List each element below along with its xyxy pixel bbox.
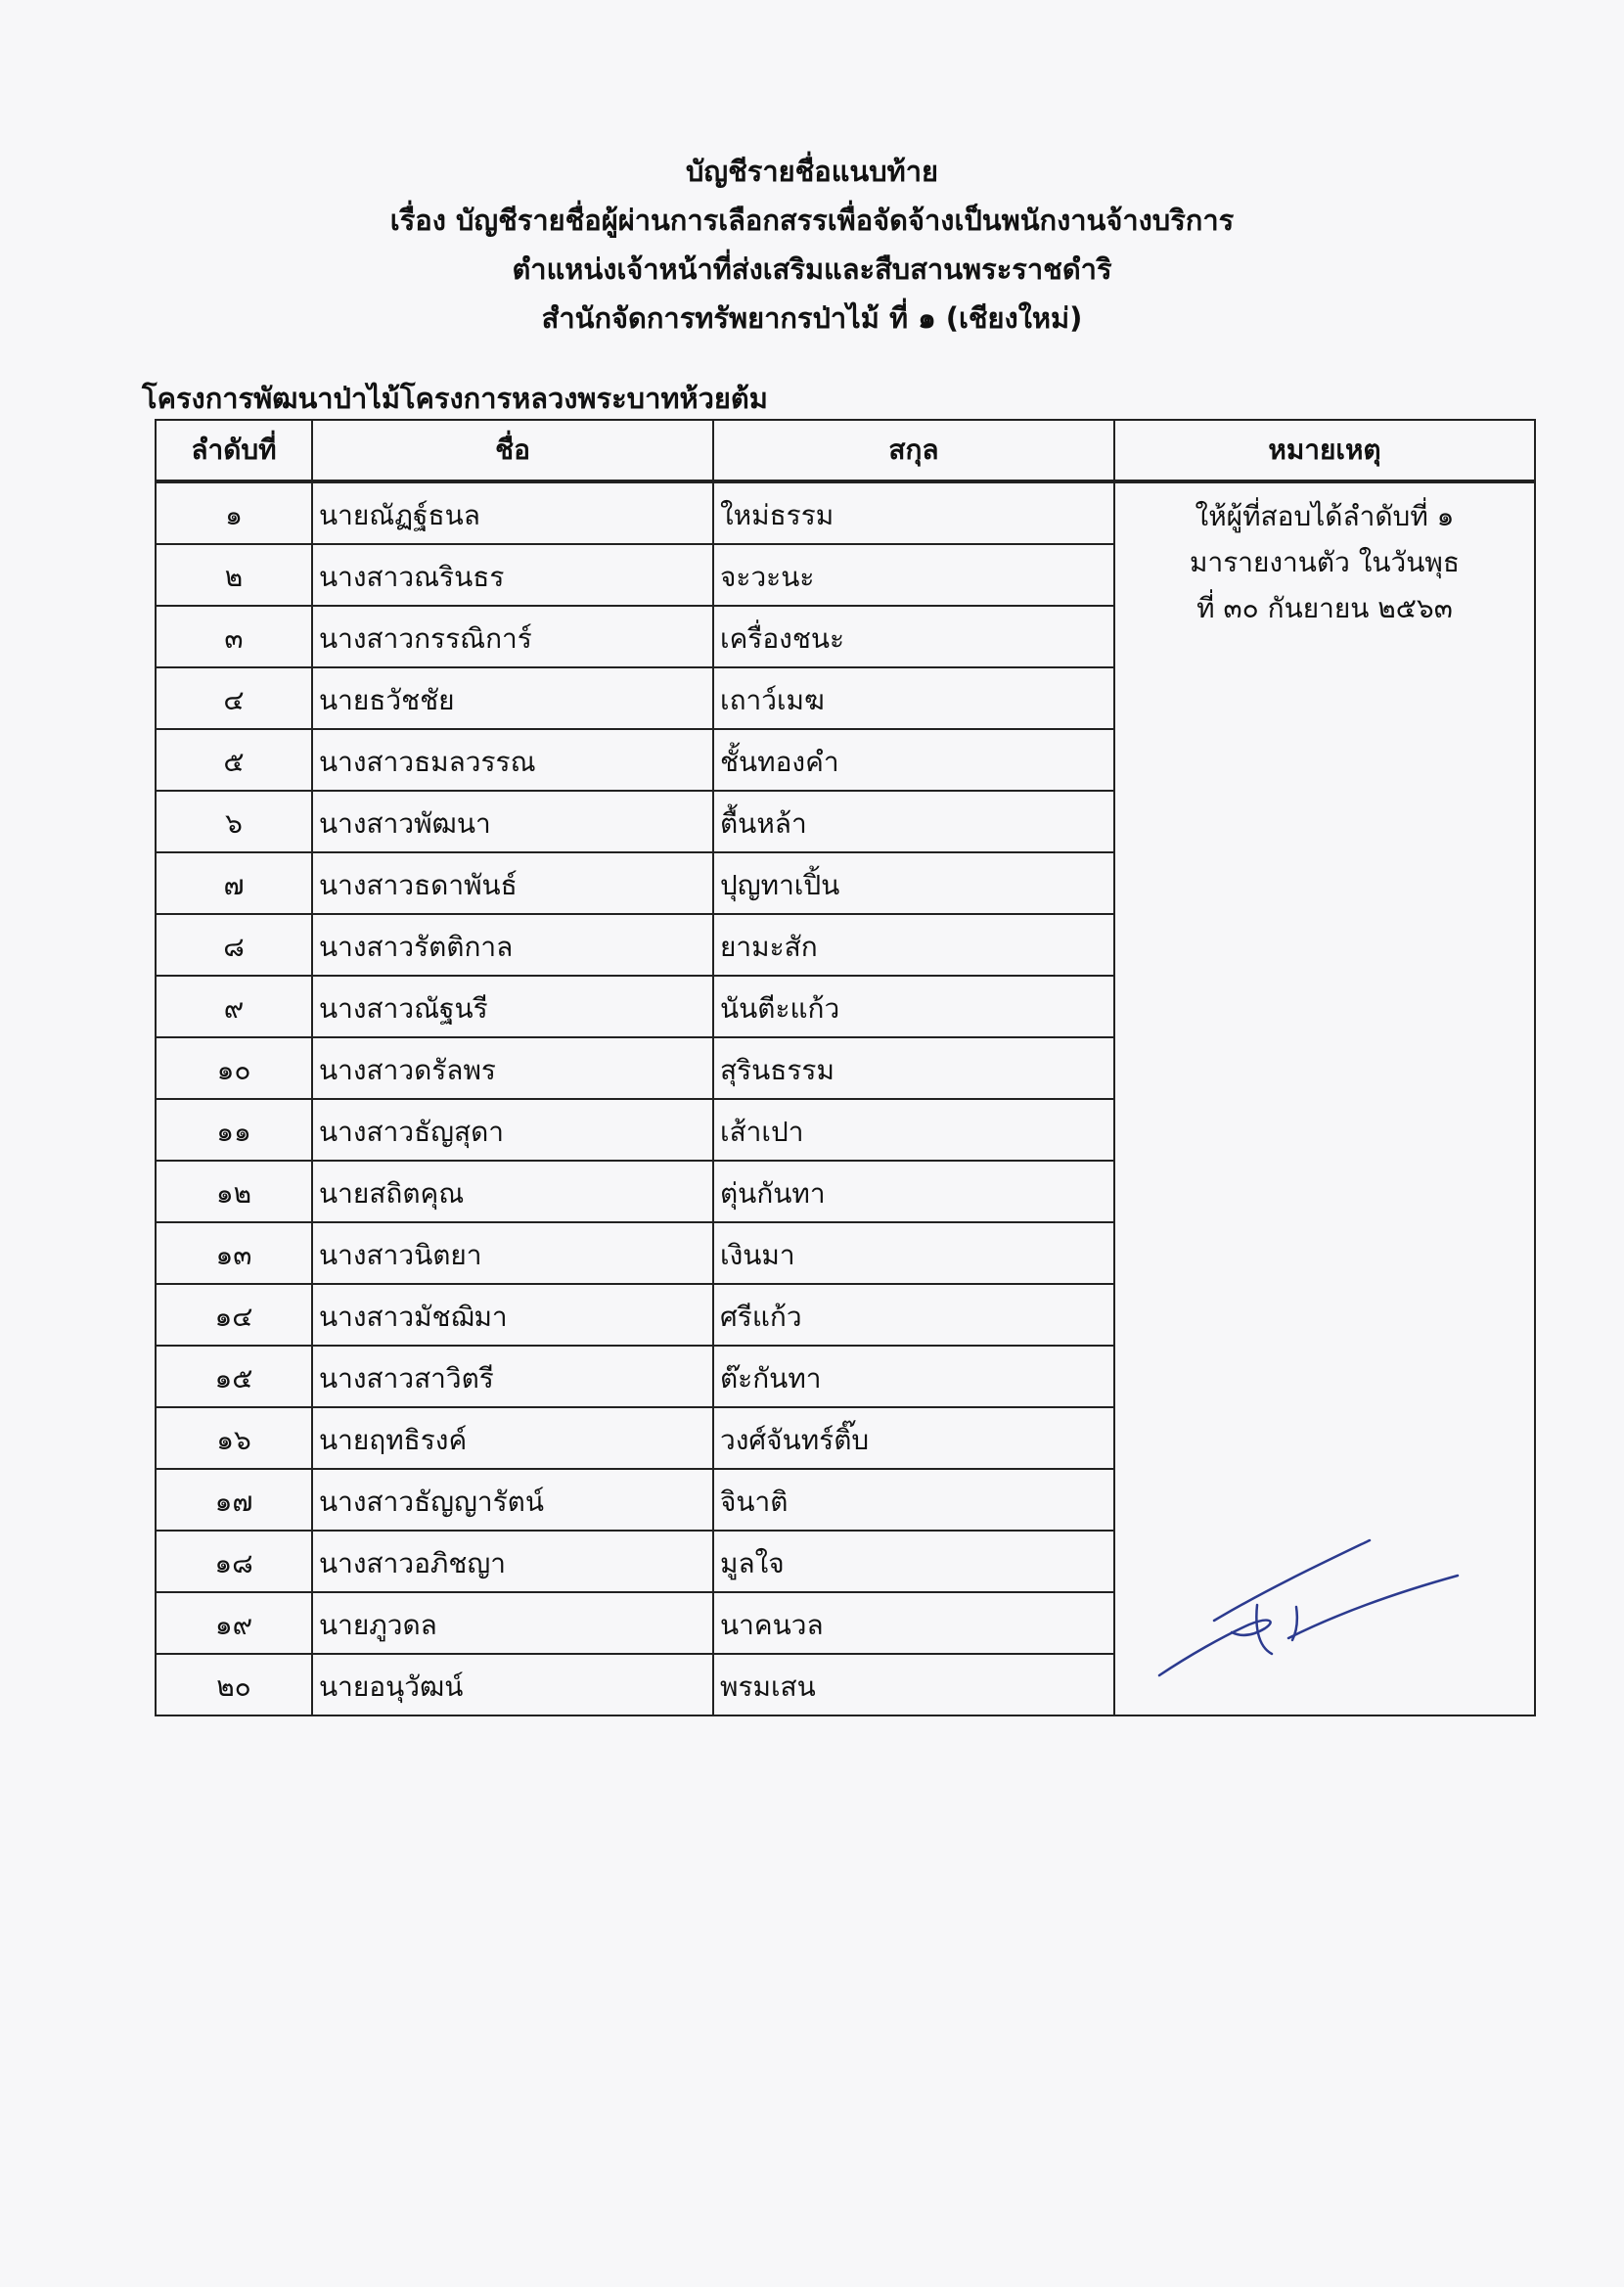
header-position: ตำแหน่งเจ้าหน้าที่ส่งเสริมและสืบสานพระราชดำริ	[512, 252, 1112, 286]
first-name-cell: นางสาวกรรณิการ์	[312, 606, 713, 667]
first-name-cell: นางสาวธดาพันธ์	[312, 852, 713, 914]
first-name-cell: นายภูวดล	[312, 1592, 713, 1654]
first-name-cell: นางสาวธัญสุดา	[312, 1099, 713, 1161]
last-name-cell: นาคนวล	[713, 1592, 1114, 1654]
last-name-cell: ศรีแก้ว	[713, 1284, 1114, 1346]
first-name-cell: นางสาวณัฐนรี	[312, 976, 713, 1037]
order-cell: ๓	[156, 606, 312, 667]
first-name-cell: นางสาวดรัลพร	[312, 1037, 713, 1099]
order-cell: ๕	[156, 729, 312, 791]
header-subject: เรื่อง บัญชีรายชื่อผู้ผ่านการเลือกสรรเพื่อจัดจ้างเป็นพนักงานจ้างบริการ	[389, 204, 1235, 237]
remark-line: ให้ผู้ที่สอบได้ลำดับที่ ๑	[1195, 500, 1455, 532]
order-cell: ๑๒	[156, 1161, 312, 1222]
first-name-cell: นางสาวรัตติกาล	[312, 914, 713, 976]
last-name-cell: จะวะนะ	[713, 544, 1114, 606]
order-cell: ๑๙	[156, 1592, 312, 1654]
last-name-cell: นันตีะแก้ว	[713, 976, 1114, 1037]
first-name-cell: นางสาวนิตยา	[312, 1222, 713, 1284]
last-name-cell: ชั้นทองคำ	[713, 729, 1114, 791]
first-name-cell: นายธวัชชัย	[312, 667, 713, 729]
last-name-cell: ใหม่ธรรม	[713, 481, 1114, 544]
last-name-cell: พรมเสน	[713, 1654, 1114, 1715]
project-title: โครงการพัฒนาป่าไม้โครงการหลวงพระบาทห้วยต้ม	[142, 382, 768, 415]
last-name-cell: ปุญทาเปิ้น	[713, 852, 1114, 914]
order-cell: ๑	[156, 481, 312, 544]
order-cell: ๑๖	[156, 1407, 312, 1469]
header-first-name: ชื่อ	[312, 420, 713, 481]
header-last-name: สกุล	[713, 420, 1114, 481]
order-cell: ๑๗	[156, 1469, 312, 1531]
first-name-cell: นายอนุวัฒน์	[312, 1654, 713, 1715]
first-name-cell: นางสาวสาวิตรี	[312, 1346, 713, 1407]
order-cell: ๑๘	[156, 1531, 312, 1592]
table-row	[156, 481, 1535, 544]
order-cell: ๑๑	[156, 1099, 312, 1161]
order-cell: ๑๕	[156, 1346, 312, 1407]
order-cell: ๙	[156, 976, 312, 1037]
first-name-cell: นางสาวอภิชญา	[312, 1531, 713, 1592]
order-cell: ๖	[156, 791, 312, 852]
name-list-table	[155, 419, 1536, 1716]
first-name-cell: นางสาวธมลวรรณ	[312, 729, 713, 791]
order-cell: ๑๐	[156, 1037, 312, 1099]
first-name-cell: นางสาวธัญญารัตน์	[312, 1469, 713, 1531]
header-office: สำนักจัดการทรัพยากรป่าไม้ ที่ ๑ (เชียงใหม่)	[541, 301, 1083, 335]
first-name-cell: นายฤทธิรงค์	[312, 1407, 713, 1469]
signature-image	[1150, 1527, 1463, 1683]
first-name-cell: นายสถิตคุณ	[312, 1161, 713, 1222]
order-cell: ๑๔	[156, 1284, 312, 1346]
first-name-cell: นางสาวพัฒนา	[312, 791, 713, 852]
order-cell: ๒	[156, 544, 312, 606]
order-cell: ๔	[156, 667, 312, 729]
order-cell: ๗	[156, 852, 312, 914]
document-header	[0, 147, 1624, 343]
header-title: บัญชีรายชื่อแนบท้าย	[685, 155, 939, 188]
order-cell: ๑๓	[156, 1222, 312, 1284]
last-name-cell: วงศ์จันทร์ติ๊บ	[713, 1407, 1114, 1469]
first-name-cell: นายณัฏฐ์ธนล	[312, 481, 713, 544]
order-cell: ๘	[156, 914, 312, 976]
last-name-cell: ตุ่นกันทา	[713, 1161, 1114, 1222]
last-name-cell: เงินมา	[713, 1222, 1114, 1284]
remark-line: มารายงานตัว ในวันพุธ	[1190, 546, 1460, 578]
last-name-cell: มูลใจ	[713, 1531, 1114, 1592]
remark-line: ที่ ๓๐ กันยายน ๒๕๖๓	[1196, 592, 1453, 624]
last-name-cell: ตื้นหล้า	[713, 791, 1114, 852]
last-name-cell: เครื่องชนะ	[713, 606, 1114, 667]
first-name-cell: นางสาวณรินธร	[312, 544, 713, 606]
last-name-cell: จินาติ	[713, 1469, 1114, 1531]
last-name-cell: เถาว์เมฆ	[713, 667, 1114, 729]
last-name-cell: ต๊ะกันทา	[713, 1346, 1114, 1407]
header-order: ลำดับที่	[156, 420, 312, 481]
last-name-cell: เส้าเปา	[713, 1099, 1114, 1161]
last-name-cell: สุรินธรรม	[713, 1037, 1114, 1099]
first-name-cell: นางสาวมัชฌิมา	[312, 1284, 713, 1346]
table-header-row	[156, 420, 1535, 481]
order-cell: ๒๐	[156, 1654, 312, 1715]
header-remark: หมายเหตุ	[1114, 420, 1535, 481]
last-name-cell: ยามะสัก	[713, 914, 1114, 976]
